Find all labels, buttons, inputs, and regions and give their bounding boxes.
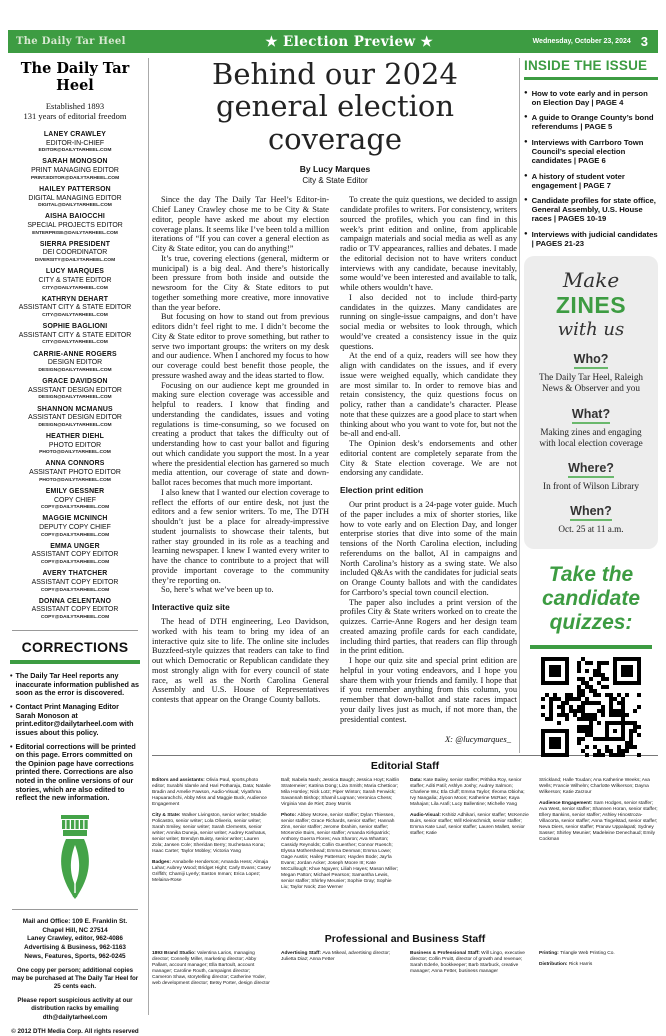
inside-issue-item — [524, 196, 658, 223]
masthead-staff-entry — [10, 158, 140, 182]
bullet-icon: ● — [524, 114, 528, 121]
office-note: One copy per person; additional copies may be purchased at The Daily Tar Heel for 25 cents each. — [11, 967, 139, 991]
article-paragraph: I also decided not to include third-party candidates in the quizzes. Many candidates are running on single-issue campaigns, and don’t have social media or websites to look through, which would’ve created a consistency issue in the quiz questions. — [340, 292, 517, 351]
article-paragraph: The Opinion desk’s endorsements and other editorial content are completely separate from the City & State election coverage. We are not endorsing any candidate. — [340, 439, 517, 478]
staff-name: SARAH MONOSON — [42, 158, 108, 166]
masthead-staff-entry — [10, 488, 140, 512]
staff-name: KATHRYN DEHART — [41, 295, 109, 303]
staff-paragraph: Printing: Triangle Web Printing Co. — [539, 951, 615, 956]
header-bar — [8, 30, 658, 53]
staff-email: CITY@DAILYTARHEEL.COM — [42, 340, 108, 346]
masthead-logo: The Daily Tar Heel — [20, 60, 130, 94]
staff-title-label: CITY & STATE EDITOR — [38, 276, 112, 284]
staff-email: CITY@DAILYTARHEEL.COM — [42, 312, 108, 318]
masthead-tagline: 131 years of editorial freedom — [23, 111, 127, 121]
inside-issue-item — [524, 89, 658, 107]
staff-name: ANNA CONNORS — [45, 460, 105, 468]
staff-paragraph: Advertising Staff: Ava Mikeal, advertising director; Julietta Diaz; Anna Fetter — [281, 951, 391, 962]
staff-column — [539, 951, 658, 992]
office-notes — [10, 967, 140, 1035]
article-paragraph: But focusing on how to stand out from previous editors didn’t feel right to me. I didn’t become the City & State editor to prove something, but rather to serve two important groups: the writers on my desk and our audience. When I anchored my focus to how our coverage could best benefit those people, the pressure washed away and the ideas started to flow. — [152, 312, 329, 380]
staff-name: GRACE DAVIDSON — [42, 378, 108, 386]
inside-issue-item — [524, 138, 658, 165]
corrections-text: Editorial corrections will be printed on this page. Errors committed on the Opinion page have corrections printed there. Corrections are also noted in the online versions of our stories, which are also edited to reflect the new information. — [15, 741, 136, 803]
zines-promo-box — [524, 256, 658, 549]
staff-paragraph: Photo: Abbey McKee, senior staffer; Dylan Thiessen, senior staffer; Grace Richards, senior staffer; Hannah Zinn, senior staffer; Jerome Ibrahim, senior staffer; McKenzie Buirs, senior staffer; Amanda Kirkpatrick; Anthony Guerra Flores; Ava Sharon; Ava Wharton; Cassidy Reynolds; Collin Guenther; Connor Ruesch; Elyssa Mothershead; Emma Denman; Emma Lowe; Gage Austin; Hailey Patterson; Hayden Bode; Jay’la Evans; Jordan Acker; Joseph Moore III; Kate McCullough; Khue Nguyen; Liliah Hayes; Mason Miller; Megan Patton; Michael Pearson; Samantha Lewis, senior staffer; Shirley Meunier; Sophie Gray; Sophie Liu; Taylor Nock; Zoe Werner — [281, 812, 399, 890]
quill-pen-icon — [46, 815, 104, 901]
office-line: Advertising & Business, 962-1163 — [24, 943, 126, 951]
bullet-icon: ● — [524, 89, 528, 96]
inside-the-issue-list — [524, 89, 658, 249]
corrections-item — [10, 743, 140, 803]
masthead-staff-entry — [10, 213, 140, 237]
office-info — [10, 918, 140, 961]
right-sidebar — [524, 58, 658, 757]
zines-section-text: Making zines and engaging with local election coverage — [539, 426, 643, 448]
candidate-quiz-promo — [524, 563, 658, 757]
staff-paragraph: Audience Engagement: Sam Hodges, senior staffer; Ava West, senior staffer; Shannen Horan, senior staffer; Ellery Bankins, senior staffer; Ashley Hinostroza-Villacorta, senior staffer; Anna Tingelstad, senior staffer; Neva Diers, senior staffer; Pranav Uppalapati; Sydney Sasser; Shirley Meunier; Madeleine Denechaud; Emily Cockman — [539, 800, 658, 842]
masthead-staff-entry — [10, 543, 140, 567]
article-paragraph: At the end of a quiz, readers will see how they align with candidates on the issues, and if every issue were weighed equally, which candidate they are most similar to. In order to remove bias and retain consistency, the quiz questions focus on policy, rather than a candidate’s character. Please note that these quizzes are a good place to start when thinking about who you want to vote for, but not the be-all and end-all. — [340, 351, 518, 439]
masthead-staff-entry — [10, 378, 140, 402]
masthead-staff-entry — [10, 598, 140, 622]
staff-email: DESIGN@DAILYTARHEEL.COM — [38, 395, 112, 401]
article-paragraph: I hope our quiz site and special print edition are helpful in your voting endeavors, and I hope you share them with your friends and family. I hope that if you remember anything from this column, you remember that down-ballot and state races impact your daily lives just as much, if not more than, the presidential contest. — [340, 656, 517, 724]
inside-issue-text: A history of student voter engagement | PAGE 7 — [531, 171, 625, 190]
masthead-established: Established 1893 — [45, 101, 105, 111]
staff-email: DIGITAL@DAILYTARHEEL.COM — [38, 203, 112, 209]
staff-title-label: DIGITAL MANAGING EDITOR — [28, 194, 122, 202]
staff-column — [281, 778, 400, 896]
corrections-green-rule — [10, 660, 140, 665]
section-banner-title: ★ Election Preview ★ — [265, 33, 434, 50]
office-line: Chapel Hill, NC 27514 — [42, 926, 108, 934]
article-subhead: Election print edition — [340, 485, 424, 496]
staff-paragraph: Strickland; Halle Toudan; Ana Katherine Weeks; Ava Wells; Francie Wilhelm; Charlotte Wilkerson; Dayna Wilkerson; Katie Zarzour — [539, 778, 650, 795]
staff-email: CITY@DAILYTARHEEL.COM — [42, 285, 108, 291]
staff-paragraph: Business & Professional Staff: Will Lingo, executive director; Collin Pruitt, director of growth and revenue; Sarah Ederle, bookkeeper; Barb Starbuck, creative manager; Anna Fetter, business manager — [410, 951, 525, 974]
article-paragraph: I also knew that I wanted our election coverage to reflect the efforts of our entire desk, not just the editors and a few senior writers. To me, The DTH shouldn’t just be a place for already-impressive student journalists to showcase their talents, but rather stay grounded in its role as a teaching and learning newspaper. I knew I wanted every writer to have the chance to contribute to a project that will provide important coverage to the community they’re reporting on. — [152, 487, 329, 585]
article-subhead: Interactive quiz site — [152, 602, 230, 613]
bullet-icon: ● — [524, 230, 528, 237]
bullet-icon: • — [10, 671, 13, 681]
vertical-divider-left — [148, 58, 149, 1015]
staff-name: HEATHER DIEHL — [46, 432, 104, 440]
staff-email: COPY@DAILYTARHEEL.COM — [40, 560, 110, 566]
masthead-staff-entry — [10, 323, 140, 347]
staff-title-label: DEPUTY COPY CHIEF — [39, 523, 111, 531]
staff-name: DONNA CELENTANO — [38, 597, 112, 605]
masthead-staff-entry — [10, 460, 140, 484]
main-article — [152, 58, 518, 744]
staff-paragraph: 1893 Brand Studio: Valentina Larios, managing director; Connelly Miller, marketing director; Abby Pallant, account manager; Ella Bartoult, account manager; Caroline Routh, campaigns director; Cameron Shaw, storytelling director; Catherine Yoder, web development director; Betsy Porter, design director — [152, 951, 270, 986]
staff-title-label: ASSISTANT PHOTO EDITOR — [29, 469, 121, 477]
dth-logo: The Daily Tar Heel — [16, 36, 126, 47]
zines-section — [532, 405, 650, 449]
staff-email: COPY@DAILYTARHEEL.COM — [40, 532, 110, 538]
staff-email: EDITOR@DAILYTARHEEL.COM — [38, 148, 112, 154]
inside-issue-item — [524, 113, 658, 131]
office-line: Laney Crawley, editor, 962-4086 — [27, 935, 123, 943]
corrections-list — [10, 672, 140, 803]
header-date-page — [533, 34, 658, 49]
zines-section-text: The Daily Tar Heel, Raleigh News & Observer and you — [538, 372, 644, 394]
editorial-staff-section — [152, 760, 658, 930]
staff-email: PRINT.EDITOR@DAILYTARHEEL.COM — [30, 175, 120, 181]
zines-section-text: In front of Wilson Library — [543, 480, 639, 491]
divider — [12, 630, 138, 631]
staff-title-label: PHOTO EDITOR — [48, 441, 102, 449]
staff-paragraph: City & State: Walker Livingston, senior writer; Maddie Policastro, senior writer; Lola Oliverio, senior writer; Sarah Smiley, senior writer; Sarah Clements, senior writer; Annika Duneja, senior writer; Audrey Kashatus, senior writer; Brendyn Buisty, senior writer; Lauren Zola; Jansen Cole; Sheridan Berry; Suchetana Kona; Isaac Carter; Taylor Mobley; Victoria Yang — [152, 812, 267, 854]
article-byline-title: City & State Editor — [302, 176, 368, 186]
article-paragraph: It’s true, covering elections (general, midterm or municipal) is a big deal. And there’s historically been pressure from both inside and outside the newsroom for the City & State editors to put together something more creative, more innovative than the year before. — [152, 253, 329, 312]
staff-name: EMILY GESSNER — [45, 487, 105, 495]
professional-staff-columns — [152, 951, 658, 992]
inside-the-issue-title: INSIDE THE ISSUE — [524, 58, 648, 73]
corrections-item — [10, 703, 140, 738]
staff-name: HAILEY PATTERSON — [39, 185, 111, 193]
staff-name: SHANNON MCMANUS — [37, 405, 113, 413]
staff-title-label: ASSISTANT COPY EDITOR — [31, 578, 119, 586]
inside-issue-text: Interviews with judicial candidates | PAGES 21-23 — [531, 229, 658, 249]
quiz-prompt: Take the candidate quizzes: — [541, 563, 641, 635]
masthead-staff-entry — [10, 296, 140, 320]
masthead-column — [10, 60, 140, 1036]
staff-name: EMMA UNGER — [50, 542, 100, 550]
staff-paragraph: Ball; Isabela Nash; Jessica Baugh; Jessica Hoyt; Kaitlin Stratemeier; Katrina Dong; Liza Smith; Maria Chetticor; Mila Horsley; Nick Lotz; Piper Winton; Sarah Fenwick; Savannah Bishop; Shamil Luqman; Veronica Chess; Virginia Van de Riet; Zoey Morris — [281, 778, 400, 807]
masthead-staff-entry — [10, 351, 140, 375]
zines-label: What? — [572, 407, 610, 424]
staff-title-label: ASSISTANT DESIGN EDITOR — [28, 386, 122, 394]
bullet-icon: ● — [524, 197, 528, 204]
qr-code — [541, 657, 641, 757]
staff-title-label: DEI COORDINATOR — [42, 249, 108, 257]
page-number: 3 — [640, 34, 648, 49]
article-paragraph: To create the quiz questions, we decided to assign candidate profiles to writers. For consistency, writers sourced the profiles, which you can find in this week’s print edition and online, from applicable campaign materials and social media as well as any radio or TV appearances, rallies and debates. I made the editorial decision not to have writers conduct interviews with any candidate, because inevitably, some would’ve been interested and available to talk, while others wouldn’t have. — [340, 195, 517, 293]
masthead-staff-entry — [10, 186, 140, 210]
article-signoff: X: @lucymarques_ — [444, 734, 511, 745]
staff-title-label: COPY CHIEF — [54, 496, 96, 504]
vertical-divider-right — [519, 58, 520, 753]
staff-email: COPY@DAILYTARHEEL.COM — [40, 587, 110, 593]
inside-issue-item — [524, 172, 658, 190]
issue-date: Wednesday, October 23, 2024 — [532, 38, 631, 45]
staff-title-label: PRINT MANAGING EDITOR — [31, 167, 119, 175]
staff-title-label: EDITOR-IN-CHIEF — [45, 139, 105, 147]
inside-issue-text: Interviews with Carrboro Town Council’s special election candidates | PAGE 6 — [531, 137, 644, 165]
staff-column — [410, 951, 529, 992]
staff-name: SOPHIE BAGLIONI — [42, 323, 108, 331]
article-paragraph: Since the day The Daily Tar Heel’s Editor-in-Chief Laney Crawley chose me to be City & State editor, people have asked me about my election coverage plans. It seems like I’ve been told a million iterations of “If you can cover a general election as City & State editor, you can do anything!” — [152, 195, 329, 254]
staff-email: DESIGN@DAILYTARHEEL.COM — [38, 422, 112, 428]
staff-email: COPY@DAILYTARHEEL.COM — [40, 614, 110, 620]
office-note: © 2012 DTH Media Corp. All rights reserved — [11, 1027, 139, 1035]
article-paragraph: So, here’s what we’ve been up to. — [161, 585, 274, 595]
inside-issue-text: A guide to Orange County’s bond referendums | PAGE 5 — [531, 113, 654, 132]
inside-issue-item — [524, 230, 658, 248]
article-paragraph: The head of DTH engineering, Leo Davidson, worked with his team to bring my idea of an interactive quiz site to life. The online site includes Buzzfeed-style quizzes that readers can take to find out which Democratic or Republican candidate they most strongly align with for every council of state race, as well as the North Carolina General Assembly and U.S. House of Representatives contests that appear on the Orange County ballots. — [152, 617, 329, 705]
corrections-title: CORRECTIONS — [21, 638, 129, 655]
staff-email: ENTERPRISE@DAILYTARHEEL.COM — [32, 230, 118, 236]
masthead-staff-list — [10, 131, 140, 622]
zines-headline — [532, 268, 650, 319]
staff-name: AISHA BAIOCCHI — [45, 213, 105, 221]
staff-name: LUCY MARQUES — [45, 268, 105, 276]
professional-staff-title: Professional and Business Staff — [324, 933, 486, 945]
zines-make-word: Make — [562, 268, 620, 293]
staff-name: LANEY CRAWLEY — [43, 131, 107, 138]
staff-name: MAGGIE MCNINCH — [42, 515, 108, 523]
staff-title-label: ASSISTANT COPY EDITOR — [31, 606, 119, 614]
zines-section — [532, 350, 650, 394]
article-headline: Behind our 2024 general election coverage — [212, 57, 458, 156]
staff-column — [539, 778, 658, 896]
bullet-icon: • — [10, 701, 13, 711]
staff-title-label: ASSISTANT DESIGN EDITOR — [28, 414, 122, 422]
office-line: News, Features, Sports, 962-0245 — [24, 952, 126, 960]
inside-the-issue-rule — [524, 77, 658, 80]
zines-with-us: with us — [557, 319, 625, 341]
staff-column — [152, 778, 271, 896]
article-column-1 — [152, 195, 329, 744]
article-paragraph: The paper also includes a print version of the profiles City & State writers worked on to create the quizzes. Carrie-Anne Rogers and her design team created amazing profile cards for each candidate, including third parties, that readers can flip through in the print edition. — [340, 597, 517, 656]
masthead-staff-entry — [10, 241, 140, 265]
corrections-text: The Daily Tar Heel reports any inaccurate information published as soon as the error is discovered. — [15, 671, 139, 698]
article-paragraph: Our print product is a 24-page voter guide. Much of the paper includes a mix of shorter stories, like how to vote early and on Election Day, and longer enterprise stories that dive into some of the main tensions of the North Carolina election, including referendums on the ballot, AI in campaigns and North Carolina’s history as a swing state. We also included Q&As with the candidates for judicial seats on Orange County ballots and with the candidates for Carrboro’s special town council election. — [340, 500, 517, 597]
staff-email: DESIGN@DAILYTARHEEL.COM — [38, 367, 112, 373]
staff-title-label: SPECIAL PROJECTS EDITOR — [27, 221, 123, 229]
zines-section-label — [532, 459, 650, 478]
masthead-staff-entry — [10, 433, 140, 457]
staff-title-label: ASSISTANT COPY EDITOR — [31, 551, 119, 559]
zines-section-label — [532, 405, 650, 424]
staff-paragraph: Data: Kate Bailey, senior staffer; Prithika Roy, senior staffer; Aditi Patil; Ashlyn Joshy; Audrey Salmon; Charlene Wu; Ela Cluff; Emma Taylor; Ifeoma Obioha; Ivy Nangalia; Jiyoon Moon; Katherine McRae; Kaya Mahajan; Lila Arafi; Lucy Ballentine; Michelle Yang — [410, 778, 525, 807]
masthead-staff-entry — [10, 515, 140, 539]
staff-column — [152, 951, 271, 992]
staff-paragraph: Editors and assistants: Olivia Paul, sports,photo editor; Surabhi Idamle and Hari Potharaju, Data; Natalie Bradin and Amelie Fawson, Audio-Visual; Viyathma Hapuarachchi, Abby Miss and Maggie Buck, Audience Engagement — [152, 778, 271, 807]
staff-title-label: ASSISTANT CITY & STATE EDITOR — [18, 304, 132, 312]
staff-paragraph: Audio-Visual: Kshitiz Adhikari, senior staffer; McKenzie Buirs, senior staffer; Will Kleinschmidt, senior staffer; Emma Kate Lauf, senior staffer; Lauren Mallett, senior staffer; Katie — [410, 812, 529, 836]
inside-issue-text: How to vote early and in person on Election Day | PAGE 4 — [531, 88, 648, 107]
masthead-staff-entry — [10, 268, 140, 292]
quiz-green-rule — [530, 645, 652, 649]
staff-column — [281, 951, 400, 992]
staff-paragraph: Badges: Annabelle Henderson; Amanda Hess; Almaja Lahar; Aubrey Wood; Bridget Hight; Carly Evans; Casey Griffith; Chamiji Lyerly; Easton Inman; Erica Lopez; Melaina-Rose — [152, 859, 271, 883]
article-byline: By Lucy Marques — [299, 164, 371, 175]
staff-title-label: ASSISTANT CITY & STATE EDITOR — [18, 331, 132, 339]
zines-sections — [532, 350, 650, 535]
zines-label: Where? — [568, 461, 614, 478]
zines-word: ZINES — [555, 292, 627, 319]
staff-email: PHOTO@DAILYTARHEEL.COM — [39, 477, 111, 483]
editorial-staff-columns — [152, 778, 658, 896]
staff-column — [410, 778, 529, 896]
zines-section — [532, 502, 650, 535]
zines-section — [532, 459, 650, 492]
masthead-staff-entry — [10, 131, 140, 155]
divider — [12, 909, 138, 910]
editorial-staff-title: Editorial Staff — [370, 760, 440, 772]
bullet-icon: ● — [524, 172, 528, 179]
staff-name: AVERY THATCHER — [42, 570, 108, 578]
staff-paragraph: Distribution: Rick Harris — [539, 961, 593, 967]
zines-section-label — [532, 502, 650, 521]
bullet-icon: ● — [524, 138, 528, 145]
masthead-staff-entry — [10, 570, 140, 594]
zines-label: Who? — [574, 352, 609, 369]
office-note: Please report suspicious activity at our distribution racks by emailing dth@dailytarheel.com — [17, 997, 133, 1021]
staff-email: PHOTO@DAILYTARHEEL.COM — [39, 450, 111, 456]
article-column-2 — [340, 195, 517, 744]
staff-name: CARRIE-ANNE ROGERS — [33, 350, 117, 358]
corrections-item — [10, 672, 140, 698]
corrections-text: Contact Print Managing Editor Sarah Monoson at print.editor@dailytarheel.com with issues about this policy. — [15, 701, 134, 737]
bullet-icon: • — [10, 741, 13, 751]
staff-title-label: DESIGN EDITOR — [47, 359, 103, 367]
staff-name: SIERRA PRESIDENT — [39, 240, 111, 248]
staff-email: COPY@DAILYTARHEEL.COM — [40, 505, 110, 511]
zines-section-label — [532, 350, 650, 369]
masthead-staff-entry — [10, 406, 140, 430]
staff-email: DIVERSITY@DAILYTARHEEL.COM — [34, 258, 116, 264]
inside-issue-text: Candidate profiles for state office, General Assembly, U.S. House races | PAGES 10-19 — [531, 196, 656, 224]
article-paragraph: Focusing on our audience kept me grounded in making sure election coverage was accessible and helpful to readers. I know that finding and understanding the candidates, issues and voting regulations is time-consuming, so we focused on creating a product that takes the difficulty out of understanding how to cast your ballot and figuring out which candidate you support the most. In a year where the presidential election has garnered so much media attention, our coverage of state and down-ballot races becomes that much more important. — [152, 380, 329, 488]
office-line: Mail and Office: 109 E. Franklin St. — [22, 918, 128, 926]
professional-staff-section — [152, 933, 658, 1019]
zines-label: When? — [570, 504, 612, 521]
zines-section-text: Oct. 25 at 11 a.m. — [558, 524, 624, 535]
